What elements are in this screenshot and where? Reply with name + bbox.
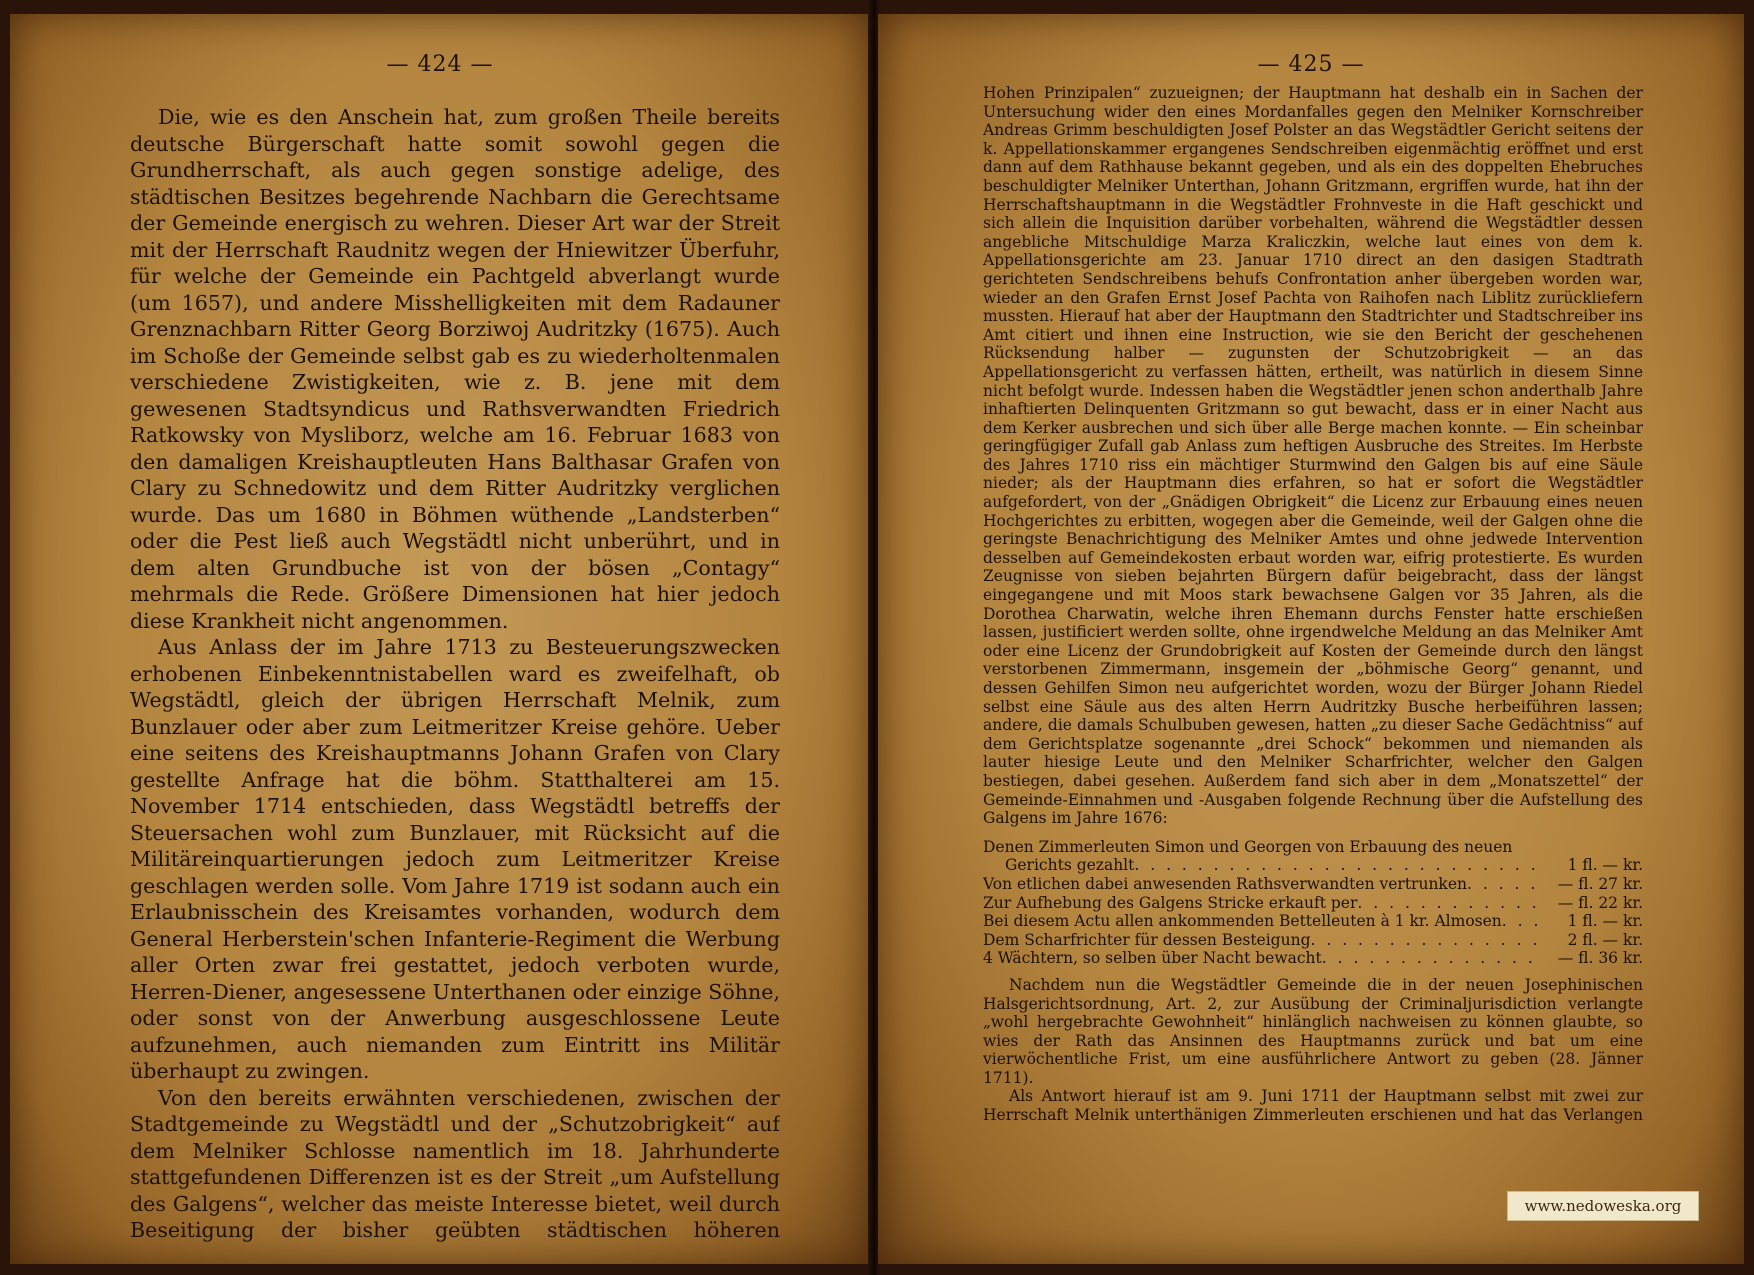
- right-body: [983, 84, 1643, 1124]
- account-table: [983, 838, 1643, 968]
- account-amount: — fl. 22 kr.: [1557, 893, 1643, 912]
- right-text-column: [983, 84, 1643, 1124]
- account-amount: 2 fl. — kr.: [1567, 930, 1643, 949]
- left-paragraph-2: Aus Anlass der im Jahre 1713 zu Besteuerungszwecken erhobenen Einbekenntnistabellen ward es zweifelhaft, ob Wegstädtl, gleich der übrigen Herrschaft Melnik, zum Bunzlauer oder aber zum Leitmeritzer Kreise gehöre. Ueber eine seitens des Kreishauptmanns Johann Grafen von Clary gestellte Anfrage hat die böhm. Statthalterei am 15. November 1714 entschieden, dass Wegstädtl betreffs der Steuersachen wohl zum Bunzlauer, mit Rücksicht auf die Militäreinquartierungen jedoch zum Leitmeritzer Kreise geschlagen werden solle. Vom Jahre 1719 ist sodann auch ein Erlaubnisschein des Kreisamtes vorhanden, wodurch dem General Herberstein'schen Infanterie-Regiment die Werbung aller Orten zwar frei gestattet, jedoch verboten wurde, Herren-Diener, angesessene Unterthanen oder einzige Söhne, oder sonst von der Anwerbung ausgeschlossene Leute aufzunehmen, auch niemanden zum Eintritt ins Militär überhaupt zu zwingen.: [130, 635, 780, 1083]
- left-body: [130, 104, 780, 1244]
- right-page: [878, 14, 1744, 1264]
- account-label: Von etlichen dabei anwesenden Rathsverwandten vertrunken: [983, 874, 1467, 893]
- page-number-right: — 425 —: [1257, 52, 1365, 77]
- left-page: [10, 14, 870, 1264]
- account-label: Zur Aufhebung des Galgens Stricke erkauft per: [983, 893, 1358, 912]
- left-paragraph-1: Die, wie es den Anschein hat, zum großen Theile bereits deutsche Bürgerschaft hatte somit sowohl gegen die Grundherrschaft, als auch gegen sonstige adelige, des städtischen Besitzes begehrende Nachbarn die Gerechtsame der Gemeinde energisch zu wehren. Dieser Art war der Streit mit der Herrschaft Raudnitz wegen der Hniewitzer Überfuhr, für welche der Gemeinde ein Pachtgeld abverlangt wurde (um 1657), und andere Misshelligkeiten mit dem Radauner Grenznachbarn Ritter Georg Borziwoj Audritzky (1675). Auch im Schoße der Gemeinde selbst gab es zu wiederholtenmalen verschiedene Zwistigkeiten, wie z. B. jene mit dem gewesenen Stadtsyndicus und Rathsverwandten Friedrich Ratkowsky von Mysliborz, welche am 16. Februar 1683 von den damaligen Kreishauptleuten Hans Balthasar Grafen von Clary zu Schnedowitz und dem Ritter Audritzky verglichen wurde. Das um 1680 in Böhmen wüthende „Landsterben“ oder die Pest ließ auch Wegstädtl nicht unberührt, und in dem alten Grundbuche ist von der bösen „Contagy“ mehrmals die Rede. Größere Dimensionen hat hier jedoch diese Krankheit nicht angenommen.: [130, 105, 780, 633]
- account-label: Dem Scharfrichter für dessen Besteigung: [983, 930, 1311, 949]
- right-paragraph-1: Hohen Prinzipalen“ zuzueignen; der Hauptmann hat deshalb ein in Sachen der Untersuchung wider den eines Mordanfalles gegen den Melniker Kornschreiber Andreas Grimm beschuldigten Josef Polster an das Wegstädtler Gericht seitens der k. Appellationskammer ergangenes Sendschreiben eigenmächtig eröffnet und erst dann auf dem Rathhause bekannt gegeben, und als ein des doppelten Ehebruches beschuldigter Melniker Unterthan, Johann Gritzmann, ergriffen wurde, hat ihn der Herrschaftshauptmann in die Wegstädtler Frohnveste in die Haft geschickt und sich allein die Inquisition darüber vorbehalten, während die Wegstädtler dessen angebliche Mitschuldige Marza Kraliczkin, welche laut eines von dem k. Appellationsgerichte am 23. Januar 1710 direct an den dasigen Stadtrath gerichteten Sendschreibens behufs Confrontation anher übergeben worden war, wieder an den Grafen Ernst Josef Pachta von Raihofen nach Liblitz zurückliefern mussten. Hierauf hat aber der Hauptmann den Stadtrichter und Stadtschreiber ins Amt citiert und ihnen eine Instruction, wie sie den Bericht der geschehenen Rücksendung halber — zugunsten der Schutzobrigkeit — an das Appellationsgericht zu verfassen hätten, ertheilt, was natürlich in diesem Sinne nicht befolgt wurde. Indessen haben die Wegstädtler jenen schon anderthalb Jahre inhaftierten Delinquenten Gritzmann so gut bewacht, dass er in einer Nacht aus dem Kerker ausbrechen und sich über alle Berge machen konnte. — Ein scheinbar geringfügiger Zufall gab Anlass zum heftigen Ausbruche des Streites. Im Herbste des Jahres 1710 riss ein mächtiger Sturmwind den Galgen bis auf eine Säule nieder; als der Hauptmann dies erfahren, so hat er sofort die Wegstädtler aufgefordert, von der „Gnädigen Obrigkeit“ die Licenz zur Erbauung eines neuen Hochgerichtes zu erbitten, wogegen aber die Gemeinde, weil der Galgen ohne die geringste Benachrichtigung des Melniker Amtes und ohne jedwede Intervention desselben auf Gemeindekosten erbaut worden war, eifrig protestierte. Es wurden Zeugnisse von sieben bejahrten Bürgern dafür beigebracht, dass der längst eingegangene und mit Moos stark bewachsene Galgen vor 35 Jahren, als die Dorothea Charwatin, welche ihren Ehemann durchs Fenster hatte erschießen lassen, justificiert werden sollte, ohne irgendwelche Meldung an das Melniker Amt oder eine Licenz der Grundobrigkeit auf Kosten der Gemeinde durch den längst verstorbenen Zimmermann, insgemein der „böhmische Georg“ genannt, und dessen Gehilfen Simon neu aufgerichtet worden, wozu der Bürger Johann Riedel selbst eine Säule aus des alten Herrn Audritzky Busche herbeiführen lassen; andere, die damals Schulbuben gewesen, hatten „zu dieser Sache Gedächtniss“ auf dem Gerichtsplatze sogenannte „drei Schock“ bekommen und niemanden als lauter hiesige Leute und den Melniker Scharfrichter, welcher den Galgen bestiegen, dabei gesehen. Außerdem fand sich aber in dem „Monatszettel“ der Gemeinde-Einnahmen und -Ausgaben folgende Rechnung über die Aufstellung des Galgens im Jahre 1676:: [983, 84, 1643, 828]
- account-amount: — fl. 27 kr.: [1557, 874, 1643, 893]
- account-label: 4 Wächtern, so selben über Nacht bewacht: [983, 949, 1322, 968]
- leader-dots: [1322, 949, 1543, 968]
- account-label: Bei diesem Actu allen ankommenden Bettelleuten à 1 kr. Almosen: [983, 912, 1502, 931]
- account-amount: 1 fl. — kr.: [1567, 856, 1643, 875]
- watermark-label: www.nedoweska.org: [1507, 1191, 1699, 1221]
- account-row: [983, 912, 1643, 931]
- leader-dots: [1357, 894, 1543, 913]
- account-row: [983, 894, 1643, 913]
- account-row: [983, 875, 1643, 894]
- right-paragraph-3: Als Antwort hierauf ist am 9. Juni 1711 der Hauptmann selbst mit zwei zur Herrschaft Melnik unterthänigen Zimmerleuten erschienen und hat das Verlangen: [983, 1087, 1643, 1124]
- right-paragraph-2: Nachdem nun die Wegstädtler Gemeinde die in der neuen Josephinischen Halsgerichtsordnung, Art. 2, zur Ausübung der Criminaljurisdiction verlangte „wohl hergebrachte Gewohnheit“ hinlänglich nachweisen zu können glaubte, so wies der Rath das Ansinnen des Hauptmanns zurück und bat um eine vierwöchentliche Frist, um eine ausführlichere Antwort zu geben (28. Jänner 1711).: [983, 975, 1643, 1087]
- leader-dots: [1502, 912, 1543, 931]
- account-row: [983, 931, 1643, 950]
- account-row: [983, 856, 1643, 875]
- page-number-left: — 424 —: [386, 52, 494, 77]
- leader-dots: [1467, 875, 1543, 894]
- left-paragraph-3: Von den bereits erwähnten verschiedenen, zwischen der Stadtgemeinde zu Wegstädtl und der „Schutzobrigkeit“ auf dem Melniker Schlosse namentlich im 18. Jahrhunderte stattgefundenen Differenzen ist es der Streit „um Aufstellung des Galgens“, welcher das meiste Interesse bietet, weil durch Beseitigung der bisher geübten städtischen höheren: [130, 1085, 780, 1242]
- left-text-column: [130, 104, 780, 1244]
- account-title: Denen Zimmerleuten Simon und Georgen von Erbauung des neuen: [983, 837, 1513, 856]
- account-amount: 1 fl. — kr.: [1567, 912, 1643, 931]
- account-row: [983, 949, 1643, 968]
- leader-dots: [1311, 931, 1544, 950]
- account-amount: — fl. 36 kr.: [1557, 949, 1643, 968]
- account-label: Gerichts gezahlt: [1005, 856, 1135, 875]
- leader-dots: [1134, 856, 1543, 875]
